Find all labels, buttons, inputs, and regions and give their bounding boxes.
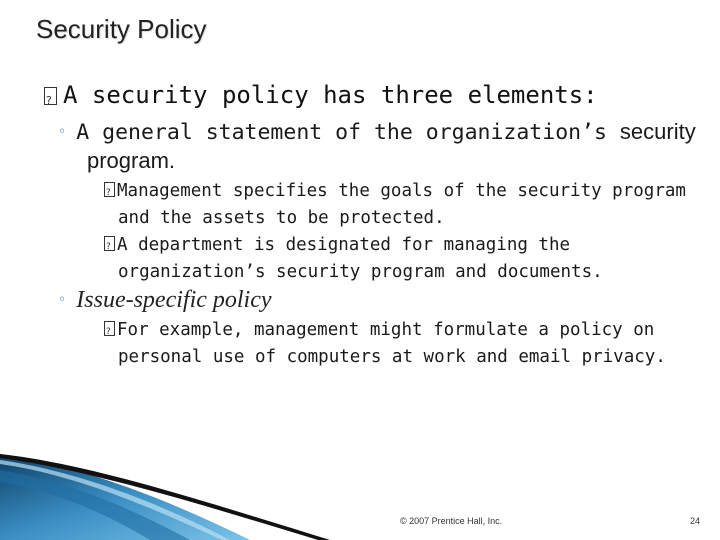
general-statement-line1: A general statement of the organization’s (76, 120, 620, 145)
general-sub-item-1-line2: and the assets to be protected. (118, 208, 445, 228)
decorative-swoosh (0, 440, 720, 540)
issue-sub-item-1 (104, 317, 666, 371)
issue-sub-item-1-line1: For example, management might formulate a policy on (117, 320, 655, 340)
ring-bullet-icon: ◦ (58, 292, 67, 308)
general-sub-item-1-line1: Management specifies the goals of the security program (117, 181, 686, 201)
issue-specific-bullet (58, 286, 272, 315)
general-sub-item-1 (104, 178, 686, 232)
general-statement-tail: security (619, 119, 696, 144)
missing-glyph-icon (104, 236, 115, 251)
general-sub-item-2-line2: organization’s security program and documents. (118, 262, 603, 282)
heading-bullet (44, 78, 598, 112)
general-statement-bullet (58, 118, 696, 176)
footer-copyright: © 2007 Prentice Hall, Inc. (400, 516, 503, 526)
general-sub-item-2-line1: A department is designated for managing the (117, 235, 571, 255)
issue-specific-label: Issue-specific policy (76, 287, 272, 313)
general-sub-item-2 (104, 232, 603, 286)
slide-title: Security Policy (36, 14, 207, 44)
missing-glyph-icon (104, 182, 115, 197)
footer-page-number: 24 (690, 516, 701, 526)
missing-glyph-icon (44, 87, 57, 105)
issue-sub-item-1-line2: personal use of computers at work and email privacy. (118, 347, 666, 367)
general-statement-line2: program. (87, 148, 176, 173)
missing-glyph-icon (104, 321, 115, 336)
heading-text: A security policy has three elements: (63, 81, 598, 109)
ring-bullet-icon: ◦ (58, 124, 67, 140)
